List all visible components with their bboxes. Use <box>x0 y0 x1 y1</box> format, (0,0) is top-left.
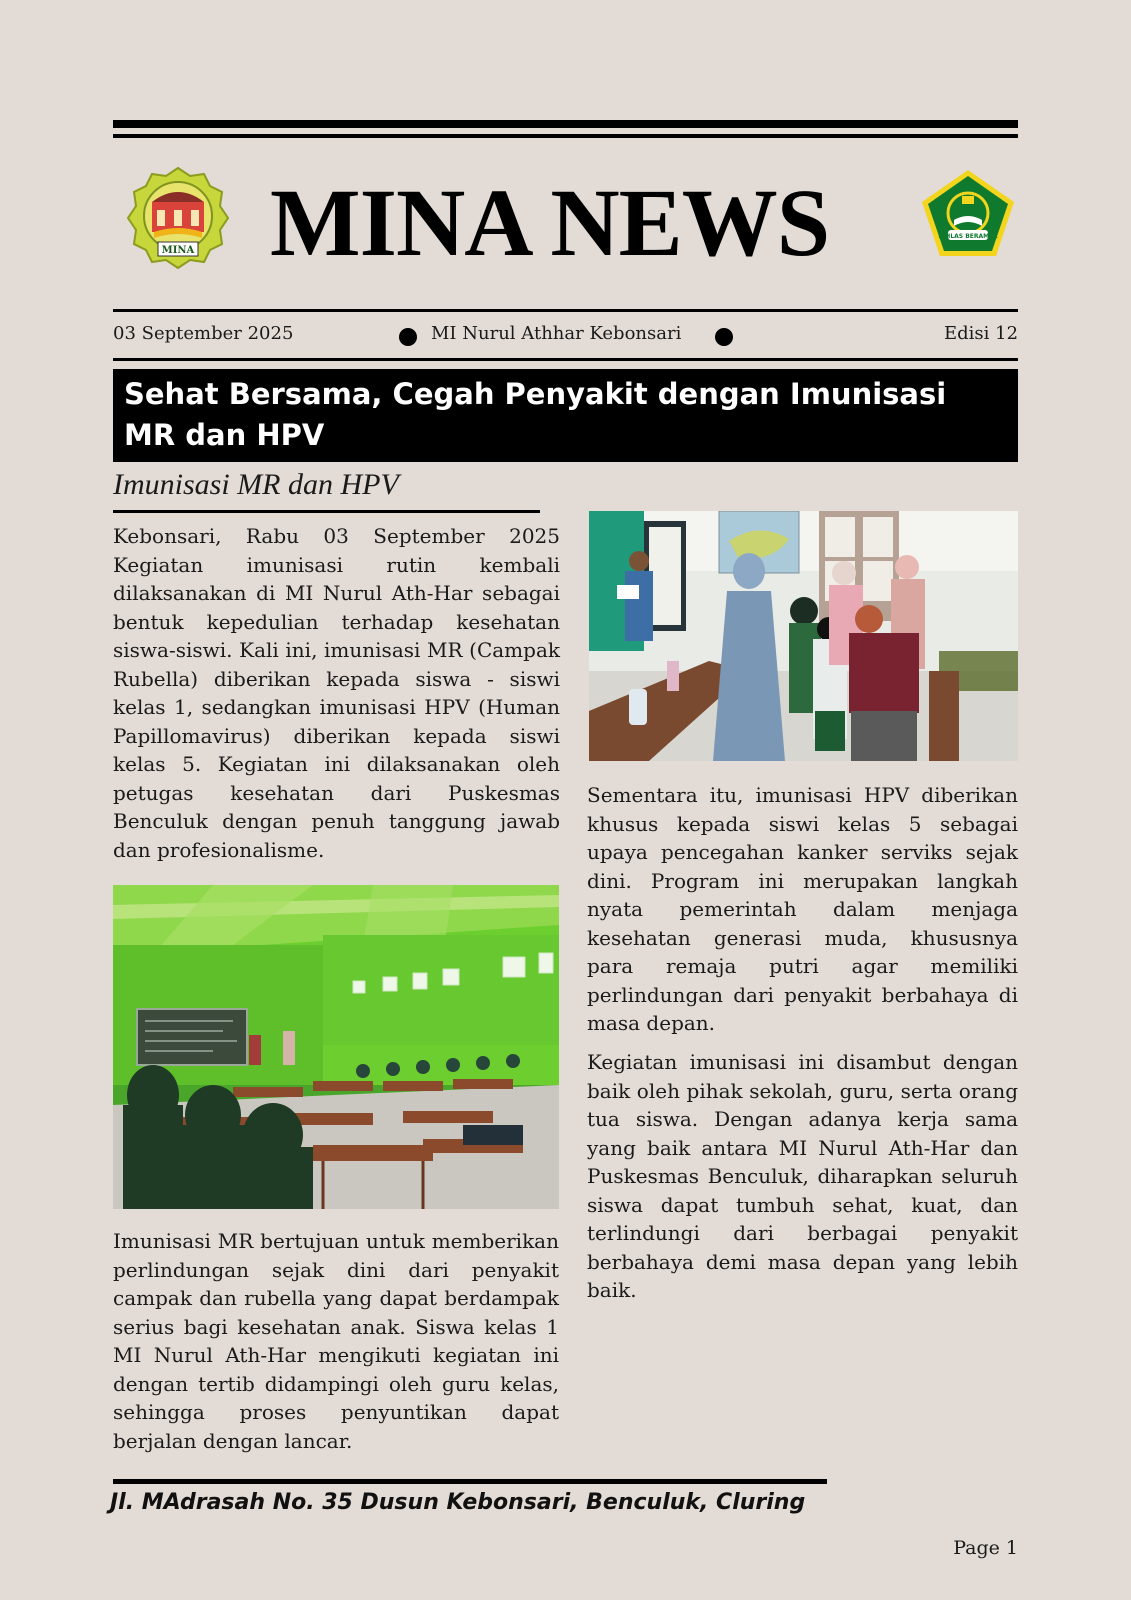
subhead-rule <box>113 510 540 513</box>
paragraph-1-text: Kebonsari, Rabu 03 September 2025 Kegiatan imunisasi rutin kembali dilaksanakan di MI Nurul Ath-Har sebagai bentuk kepedulian terhadap kesehatan siswa-siswi. Kali ini, imunisasi MR (Campak Rubella) diberikan kepada siswa - siswi kelas 1, sedangkan imunisasi HPV (Human Papillomavirus) diberikan kepada siswi kelas 5. Kegiatan ini dilaksanakan oleh petugas kesehatan dari Puskesmas Benculuk dengan penuh tanggung jawab dan profesionalisme. <box>113 524 560 862</box>
top-rule-thick <box>113 120 1018 128</box>
classroom-photo <box>113 885 559 1209</box>
school-logo <box>124 166 232 270</box>
bullet-dot-left <box>399 328 417 346</box>
kemenag-logo <box>918 168 1018 258</box>
footer-rule <box>113 1479 827 1484</box>
article-subhead: Imunisasi MR dan HPV <box>113 468 399 501</box>
article-paragraph-2 <box>113 1227 559 1455</box>
top-rule-thin <box>113 134 1018 138</box>
immunization-photo <box>589 511 1018 761</box>
bullet-dot-right <box>715 328 733 346</box>
edition-number: Edisi 12 <box>944 323 1019 344</box>
paragraph-3-text: Sementara itu, imunisasi HPV diberikan khusus kepada siswi kelas 5 sebagai upaya pencegahan kanker serviks sejak dini. Program ini merupakan langkah nyata pemerintah dalam menjaga kesehatan generasi muda, khususnya para remaja putri agar memiliki perlindungan dari penyakit berbahaya di masa depan. <box>587 783 1018 1035</box>
school-name: MI Nurul Athhar Kebonsari <box>431 323 682 344</box>
meta-rule-top <box>113 309 1018 312</box>
paragraph-4-text: Kegiatan imunisasi ini disambut dengan baik oleh pihak sekolah, guru, serta orang tua siswa. Dengan adanya kerja sama yang baik antara MI Nurul Ath-Har dan Puskesmas Benculuk, diharapkan seluruh siswa dapat tumbuh sehat, kuat, dan terlindungi dari berbagai penyakit berbahaya demi masa depan yang lebih baik. <box>587 1050 1018 1302</box>
article-headline: Sehat Bersama, Cegah Penyakit dengan Imunisasi MR dan HPV <box>124 377 947 452</box>
school-logo-text: MINA <box>161 245 195 256</box>
article-paragraph-1 <box>113 522 560 864</box>
masthead-title: MINA NEWS <box>270 169 830 276</box>
article-paragraph-4 <box>587 1048 1018 1305</box>
article-paragraph-3 <box>587 781 1018 1038</box>
school-address: Jl. MAdrasah No. 35 Dusun Kebonsari, Benculuk, Cluring <box>110 1490 806 1515</box>
paragraph-2-text: Imunisasi MR bertujuan untuk memberikan perlindungan sejak dini dari penyakit campak dan rubella yang dapat berdampak serius bagi kesehatan anak. Siswa kelas 1 MI Nurul Ath-Har mengikuti kegiatan ini dengan tertib didampingi oleh guru kelas, sehingga proses penyuntikan dapat berjalan dengan lancar. <box>113 1229 559 1453</box>
meta-rule-bottom <box>113 358 1018 361</box>
kemenag-logo-text: IKHLAS BERAMAL <box>938 233 998 240</box>
page-number: Page 1 <box>953 1537 1018 1559</box>
issue-date: 03 September 2025 <box>113 323 294 344</box>
